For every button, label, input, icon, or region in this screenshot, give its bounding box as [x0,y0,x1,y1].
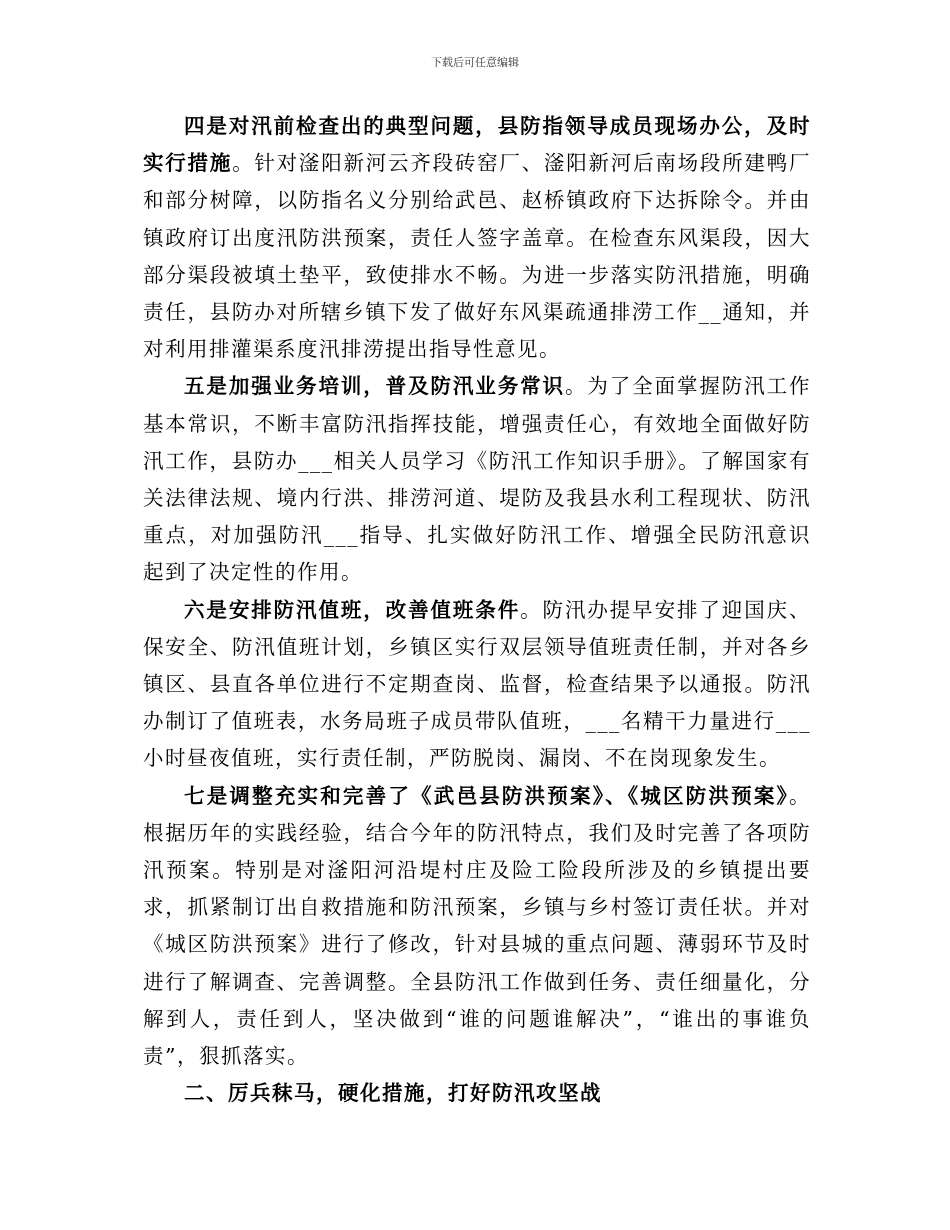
paragraph-6-lead: 六是安排防汛值班，改善值班条件 [184,597,521,622]
paragraph-4 [143,108,811,368]
paragraph-5-text: 。为了全面掌握防汛工作基本常识，不断丰富防汛指挥技能，增强责任心，有效地全面做好防汛工作，县防办___相关人员学习《防汛工作知识手册》。了解国家有关法律法规、境内行洪、排涝河道、堤防及我县水利工程现状、防汛重点，对加强防汛___指导、扎实做好防汛工作、增强全民防汛意识起到了决定性的作用。 [143,374,812,585]
section-heading: 二、厉兵秣马，硬化措施，打好防汛攻坚战 [184,1081,602,1106]
paragraph-5 [143,368,811,591]
paragraph-7 [143,778,811,1076]
paragraph-5-lead: 五是加强业务培训，普及防汛业务常识 [184,374,565,399]
paragraph-7-text: 。根据历年的实践经验，结合今年的防汛特点，我们及时完善了各项防汛预案。特别是对滏阳河沿堤村庄及险工险段所涉及的乡镇提出要求，抓紧制订出自救措施和防汛预案，乡镇与乡村签订责任状。并对《城区防洪预案》进行了修改，针对县城的重点问题、薄弱环节及时进行了解调查、完善调整。全县防汛工作做到任务、责任细量化，分解到人，责任到人，坚决做到“谁的问题谁解决”，“谁出的事谁负责”，狠抓落实。 [143,783,811,1069]
paragraph-6 [143,592,811,778]
page-header: 下载后可任意编辑 [431,56,519,69]
paragraph-7-lead: 七是调整充实和完善了《武邑县防洪预案》、《城区防洪预案》 [184,783,789,808]
paragraph-4-lead: 四是对汛前检查出的典型问题，县防指领导成员现场办公，及时实行措施 [143,114,811,176]
paragraph-6-text: 。防汛办提早安排了迎国庆、保安全、防汛值班计划，乡镇区实行双层领导值班责任制，并对各乡镇区、县直各单位进行不定期查岗、监督，检查结果予以通报。防汛办制订了值班表，水务局班子成员带队值班，___名精干力量进行___小时昼夜值班，实行责任制，严防脱岗、漏岗、不在岗现象发生。 [143,597,812,771]
document-body [143,108,811,1112]
paragraph-4-text: 。针对滏阳新河云齐段砖窑厂、滏阳新河后南场段所建鸭厂和部分树障，以防指名义分别给武邑、赵桥镇政府下达拆除令。并由镇政府订出度汛防洪预案，责任人签字盖章。在检查东风渠段，因大部分渠段被填土垫平，致使排水不畅。为进一步落实防汛措施，明确责任，县防办对所辖乡镇下发了做好东风渠疏通排涝工作__通知，并对利用排灌渠系度汛排涝提出指导性意见。 [143,151,812,362]
